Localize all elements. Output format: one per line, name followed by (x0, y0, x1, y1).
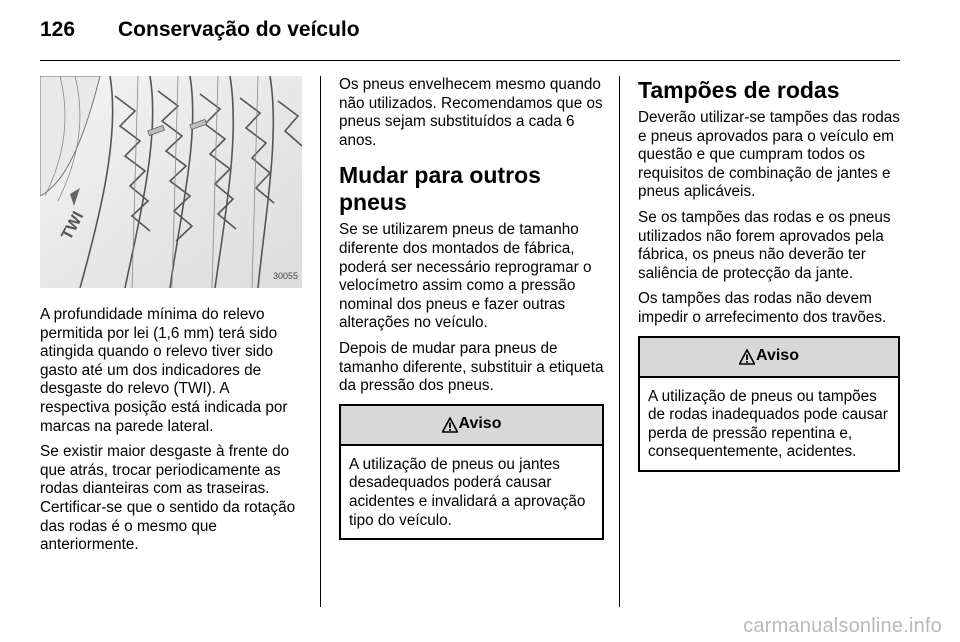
watermark: carmanualsonline.info (743, 615, 942, 637)
paragraph: Se os tampões das rodas e os pneus utilizados não forem aprovados pela fábrica, os pneus não deverão ter saliência de protecção da jante. (638, 208, 891, 282)
column-3 (638, 76, 900, 472)
page-number: 126 (40, 18, 76, 41)
warning-text: A utilização de pneus ou tampões de rodas inadequados pode causar perda de pressão repentina e, consequentemente, acidentes. (648, 387, 888, 461)
paragraph: Depois de mudar para pneus de tamanho diferente, substituir a etiqueta da pressão dos pneus. (339, 339, 604, 395)
section-heading: Tampões de rodas (638, 77, 840, 103)
tire-tread-figure (40, 76, 302, 288)
warning-box (638, 336, 900, 472)
warning-triangle-icon (739, 349, 755, 365)
tire-tread-illustration (40, 76, 302, 288)
paragraph: Os pneus envelhecem mesmo quando não utilizados. Recomendamos que os pneus sejam substituídos a cada 6 anos. (339, 76, 603, 149)
column-divider (619, 76, 620, 607)
section-heading: Mudar para outros pneus (339, 162, 541, 216)
page-header (40, 18, 360, 48)
twi-sidewall-label: TWI (58, 209, 88, 243)
warning-triangle-icon (442, 417, 458, 433)
paragraph: Se existir maior desgaste à frente do que atrás, trocar periodicamente as rodas dianteiras com as traseiras. Certificar-se que o sentido da rotação das rodas é o mesmo que anteriormente. (40, 443, 296, 554)
column-divider (320, 76, 321, 607)
warning-title: Aviso (458, 415, 502, 433)
warning-box (339, 404, 604, 540)
warning-text: A utilização de pneus ou jantes desadequados poderá causar acidentes e invalidará a aprovação tipo do veículo. (349, 455, 586, 529)
warning-title: Aviso (756, 347, 799, 365)
column-2 (339, 76, 604, 540)
header-rule (40, 60, 900, 61)
chapter-title: Conservação do veículo (118, 18, 360, 41)
paragraph: Deverão utilizar-se tampões das rodas e pneus aprovados para o veículo em questão e que cumpram todos os requisitos de combinação de jantes e pneus aplicáveis. (638, 109, 900, 201)
paragraph: A profundidade mínima do relevo permitida por lei (1,6 mm) terá sido atingida quando o relevo tiver sido gasto até um dos indicadores de desgaste do relevo (TWI). A respectiva posição está indicada por marcas na parede lateral. (40, 306, 288, 435)
column-1 (40, 76, 302, 562)
figure-number: 30055 (272, 271, 298, 282)
warning-header (640, 338, 898, 378)
warning-header (341, 406, 602, 446)
paragraph: Se se utilizarem pneus de tamanho diferente dos montados de fábrica, poderá ser necessário reprogramar o velocímetro assim como a pressão nominal dos pneus e fazer outras alterações no veículo. (339, 221, 592, 332)
paragraph: Os tampões das rodas não devem impedir o arrefecimento dos travões. (638, 290, 887, 326)
